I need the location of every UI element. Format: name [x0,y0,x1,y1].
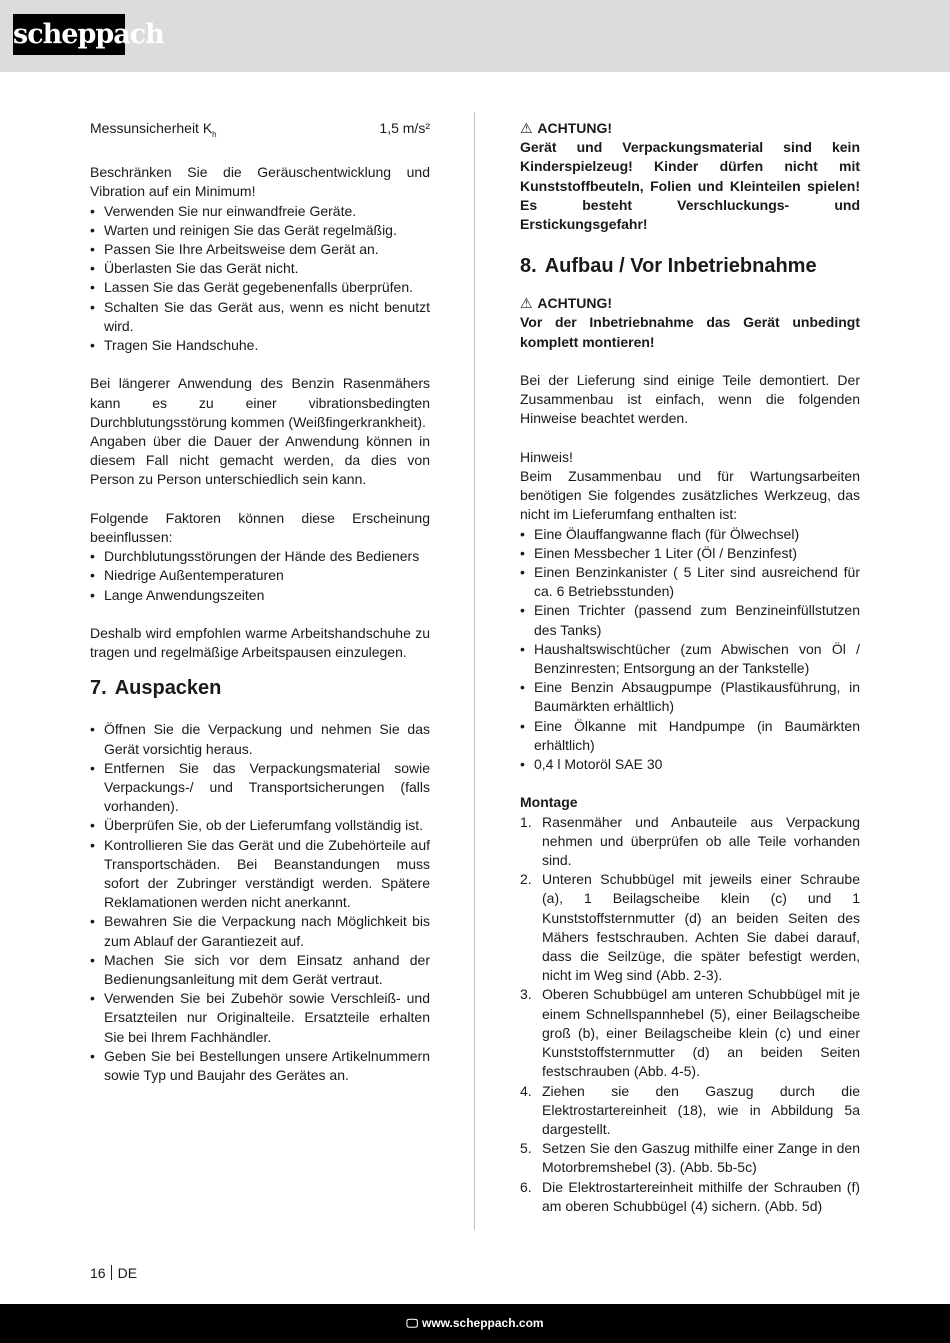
factors-intro: Folgende Faktoren können diese Erscheinung beeinflussen: [90,509,430,546]
list-item: 3. Oberen Schubbügel am unteren Schubbügel mit je einem Schnellspannhebel (5), einer Beilagscheibe groß (b), einer Beilagscheibe klein (c) und einer Kunststoffsternmutter (d) an beiden Seiten festschrauben (Abb. 4-5). [520,986,860,1080]
list-item: • Geben Sie bei Bestellungen unsere Artikelnummern sowie Typ und Baujahr des Gerätes an. [90,1047,430,1084]
list-item: • Verwenden Sie bei Zubehör sowie Verschleiß- und Ersatzteilen nur Originalteile. Ersatzteile erhalten Sie bei Ihrem Fachhändler. [90,990,430,1045]
list-item: • Eine Benzin Absaugpumpe (Plastikausführung, in Baumärkten erhältlich) [520,679,860,715]
list-item: • Bewahren Sie die Verpackung nach Möglichkeit bis zum Ablauf der Garantiezeit auf. [90,913,430,949]
factors-list [90,547,430,605]
website-link[interactable]: www.scheppach.com [421,1316,544,1330]
list-item: • Überlasten Sie das Gerät nicht. [90,260,299,277]
list-item: • Niedrige Außentemperaturen [90,567,284,584]
uncertainty-value: 1,5 m/s² [379,120,430,136]
list-item: 6. Die Elektrostartereinheit mithilfe der Schrauben (f) am oberen Schubbügel (4) sichern. (Abb. 5d) [520,1178,860,1214]
uncertainty-label: Messunsicherheit K [90,120,213,136]
list-item: • Passen Sie Ihre Arbeitsweise dem Gerät an. [90,241,379,257]
page-number: 16 DE [90,1265,138,1281]
hint-label: Hinweis! [520,448,573,465]
list-item: • Einen Messbecher 1 Liter (Öl / Benzinfest) [520,544,798,561]
list-item: • Überprüfen Sie, ob der Lieferumfang vollständig ist. [90,817,424,834]
section-7-heading: 7. Auspacken [90,677,222,700]
unpacking-list [90,720,430,1085]
warning-1-text: Gerät und Verpackungsmaterial sind kein Kinderspielzeug! Kinder dürfen nicht mit Kunststoffbeuteln, Folien und Kleinteilen spielen! Es besteht Verschluckungs- und Erstickungsgefahr! [520,139,860,233]
warning-2-text: Vor der Inbetriebnahme das Gerät unbedingt komplett montieren! [520,314,860,350]
list-item: • Tragen Sie Handschuhe. [90,337,259,354]
column-divider [474,112,475,1230]
delivery-paragraph: Bei der Lieferung sind einige Teile demontiert. Der Zusammenbau ist einfach, wenn die folgenden Hinweise beachtet werden. [520,372,860,427]
list-item: • Eine Ölauffangwanne flach (für Ölwechsel) [520,525,800,542]
footer-band [0,1304,950,1343]
gloves-paragraph: Deshalb wird empfohlen warme Arbeitshandschuhe zu tragen und regelmäßige Arbeitspausen einzulegen. [90,625,430,661]
section-8-heading: 8. Aufbau / Vor Inbetriebnahme [520,255,817,278]
list-item: 2. Unteren Schubbügel mit jeweils einer Schraube (a), 1 Beilagscheibe klein (c) und 1 Kunststoffsternmutter (d) an beiden Seiten des Mähers festschrauben. Achten Sie dabei darauf, dass die Seilzüge, die später befestigt werden, nicht im Weg sind (Abb. 2-3). [520,871,860,984]
right-column [520,119,860,1216]
monitor-icon: 🖵 [406,1316,418,1330]
scheppach-logo: scheppach [13,14,125,55]
list-item: • Schalten Sie das Gerät aus, wenn es nicht benutzt wird. [90,298,430,334]
vibration-intro: Beschränken Sie die Geräuschentwicklung und Vibration auf ein Minimum! [90,164,430,200]
list-item: 1. Rasenmäher und Anbauteile aus Verpackung nehmen und überprüfen ob alle Teile vorhanden sind. [520,813,860,869]
list-item: • Durchblutungsstörungen der Hände des Bedieners [90,548,420,565]
list-item: • Öffnen Sie die Verpackung und nehmen Sie das Gerät vorsichtig heraus. [90,721,430,757]
list-item: • Lassen Sie das Gerät gegebenenfalls überprüfen. [90,279,413,296]
montage-steps [520,813,860,1216]
header-band [0,0,950,72]
list-item: • Entfernen Sie das Verpackungsmaterial sowie Verpackungs-/ und Transportsicherungen (falls vorhanden). [90,759,430,815]
hint-text: Beim Zusammenbau und für Wartungsarbeiten benötigen Sie folgendes zusätzliches Werkzeug, das nicht im Lieferumfang enthalten ist: [520,468,860,523]
warning-triangle-icon: ⚠ [520,295,533,312]
vibration-tips-list [90,202,430,356]
list-item: • Machen Sie sich vor dem Einsatz anhand der Bedienungsanleitung mit dem Gerät vertraut. [90,951,430,988]
list-item: • Verwenden Sie nur einwandfreie Geräte. [90,202,357,219]
left-column [90,119,430,1085]
list-item: • Haushaltswischtücher (zum Abwischen von Öl / Benzinresten; Entsorgung an der Tankstelle) [520,640,860,677]
long-use-paragraph: Bei längerer Anwendung des Benzin Rasenmähers kann es zu einer vibrationsbedingten Durchblutungsstörung kommen (Weißfingerkrankheit). [90,375,430,430]
duration-paragraph: Angaben über die Dauer der Anwendung können in diesem Fall nicht gemacht werden, da dies von Person zu Person unterschiedlich sein kann. [90,433,430,488]
list-item: • Einen Trichter (passend zum Benzineinfüllstutzen des Tanks) [520,602,860,638]
montage-title: Montage [520,794,578,811]
warning-2-title: ⚠ ACHTUNG! [520,294,860,313]
list-item: • Eine Ölkanne mit Handpumpe (in Baumärkten erhältlich) [520,717,860,753]
list-item: • Lange Anwendungszeiten [90,586,265,603]
list-item: • Kontrollieren Sie das Gerät und die Zubehörteile auf Transportschäden. Bei Beanstandungen muss sofort der Zubringer verständigt werden. Spätere Reklamationen werden nicht anerkannt. [90,836,430,911]
tools-list [520,525,860,775]
list-item: 4. Ziehen sie den Gaszug durch die Elektrostartereinheit (18), wie in Abbildung 5a dargestellt. [520,1082,860,1137]
list-item: • Warten und reinigen Sie das Gerät regelmäßig. [90,221,397,238]
warning-triangle-icon: ⚠ [520,120,533,136]
list-item: • Einen Benzinkanister ( 5 Liter sind ausreichend für ca. 6 Betriebsstunden) [520,564,860,600]
uncertainty-subscript: h [212,129,217,139]
list-item: • 0,4 l Motoröl SAE 30 [520,756,663,773]
uncertainty-row [90,119,430,144]
warning-1-title: ⚠ ACHTUNG! [520,119,860,138]
list-item: 5. Setzen Sie den Gaszug mithilfe einer Zange in den Motorbremshebel (3). (Abb. 5b-5c) [520,1140,860,1176]
